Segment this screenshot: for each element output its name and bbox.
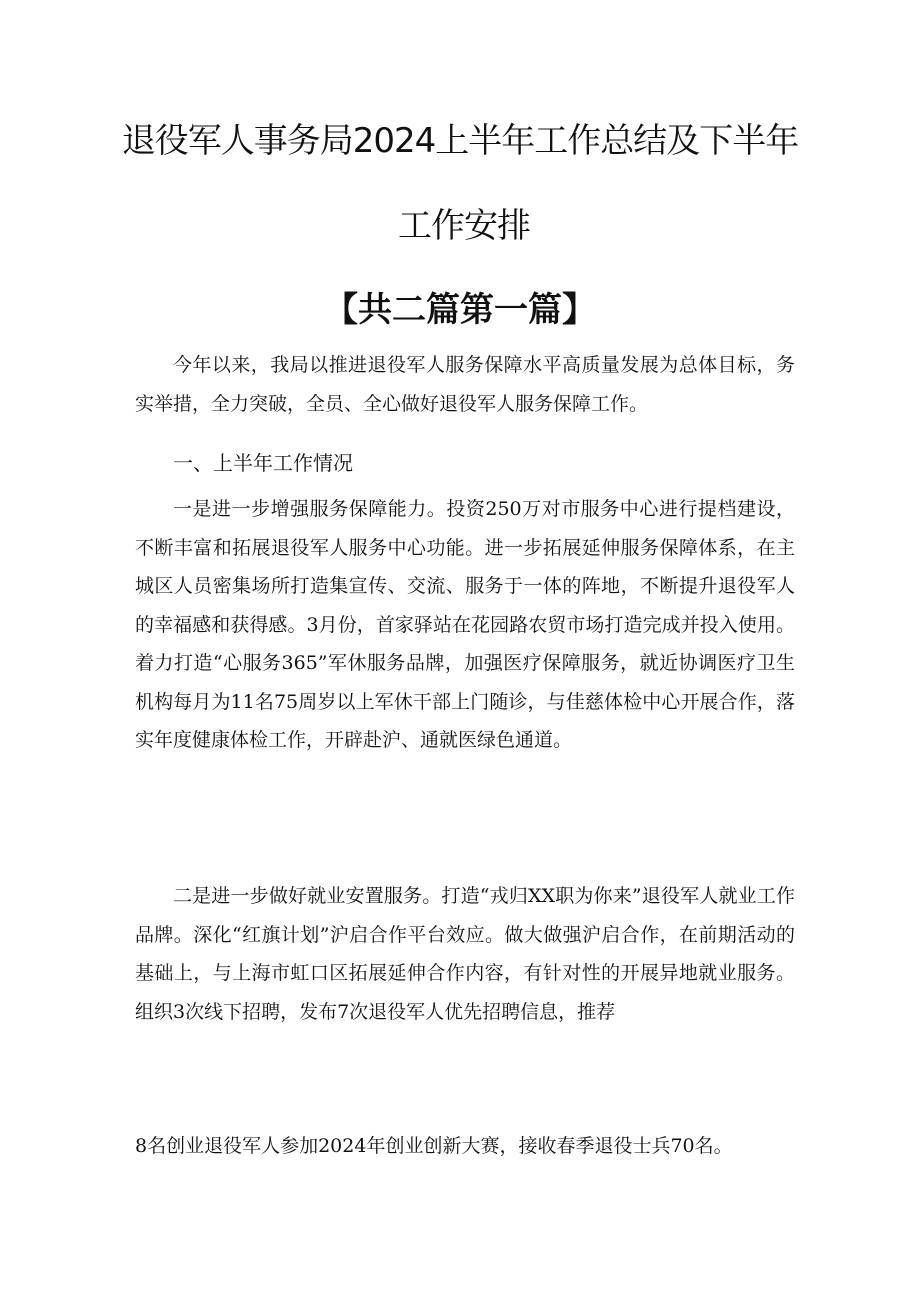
document-subtitle: 【共二篇第一篇】 [324,290,596,330]
intro-paragraph: 今年以来，我局以推进退役军人服务保障水平高质量发展为总体目标，务实举措，全力突破，全员、全心做好退役军人服务保障工作。 [135,354,795,415]
employment-paragraph: 二是进一步做好就业安置服务。打造“戎归XX职为你来”退役军人就业工作品牌。深化“红旗计划”沪启合作平台效应。做大做强沪启合作，在前期活动的基础上，与上海市虹口区拓展延伸合作内容，有针对性的开展异地就业服务。组织3次线下招聘，发布7次退役军人优先招聘信息，推荐 [135,885,795,1023]
document-title-line-1: 退役军人事务局2024上半年工作总结及下半年 [121,121,799,161]
section-heading: 一、上半年工作情况 [173,451,353,475]
service-paragraph: 一是进一步增强服务保障能力。投资250万对市服务中心进行提档建设，不断丰富和拓展退役军人服务中心功能。进一步拓展延伸服务保障体系，在主城区人员密集场所打造集宣传、交流、服务于一体的阵地，不断提升退役军人的幸福感和获得感。3月份，首家驿站在花园路农贸市场打造完成并投入使用。着力打造“心服务365”军休服务品牌，加强医疗保障服务，就近协调医疗卫生机构每月为11名75周岁以上军休干部上门随诊，与佳慈体检中心开展合作，落实年度健康体检工作，开辟赴沪、通就医绿色通道。 [135,498,795,751]
continuation-paragraph: 8名创业退役军人参加2024年创业创新大赛，接收春季退役士兵70名。 [135,1135,733,1157]
document-title-line-2: 工作安排 [398,206,530,246]
